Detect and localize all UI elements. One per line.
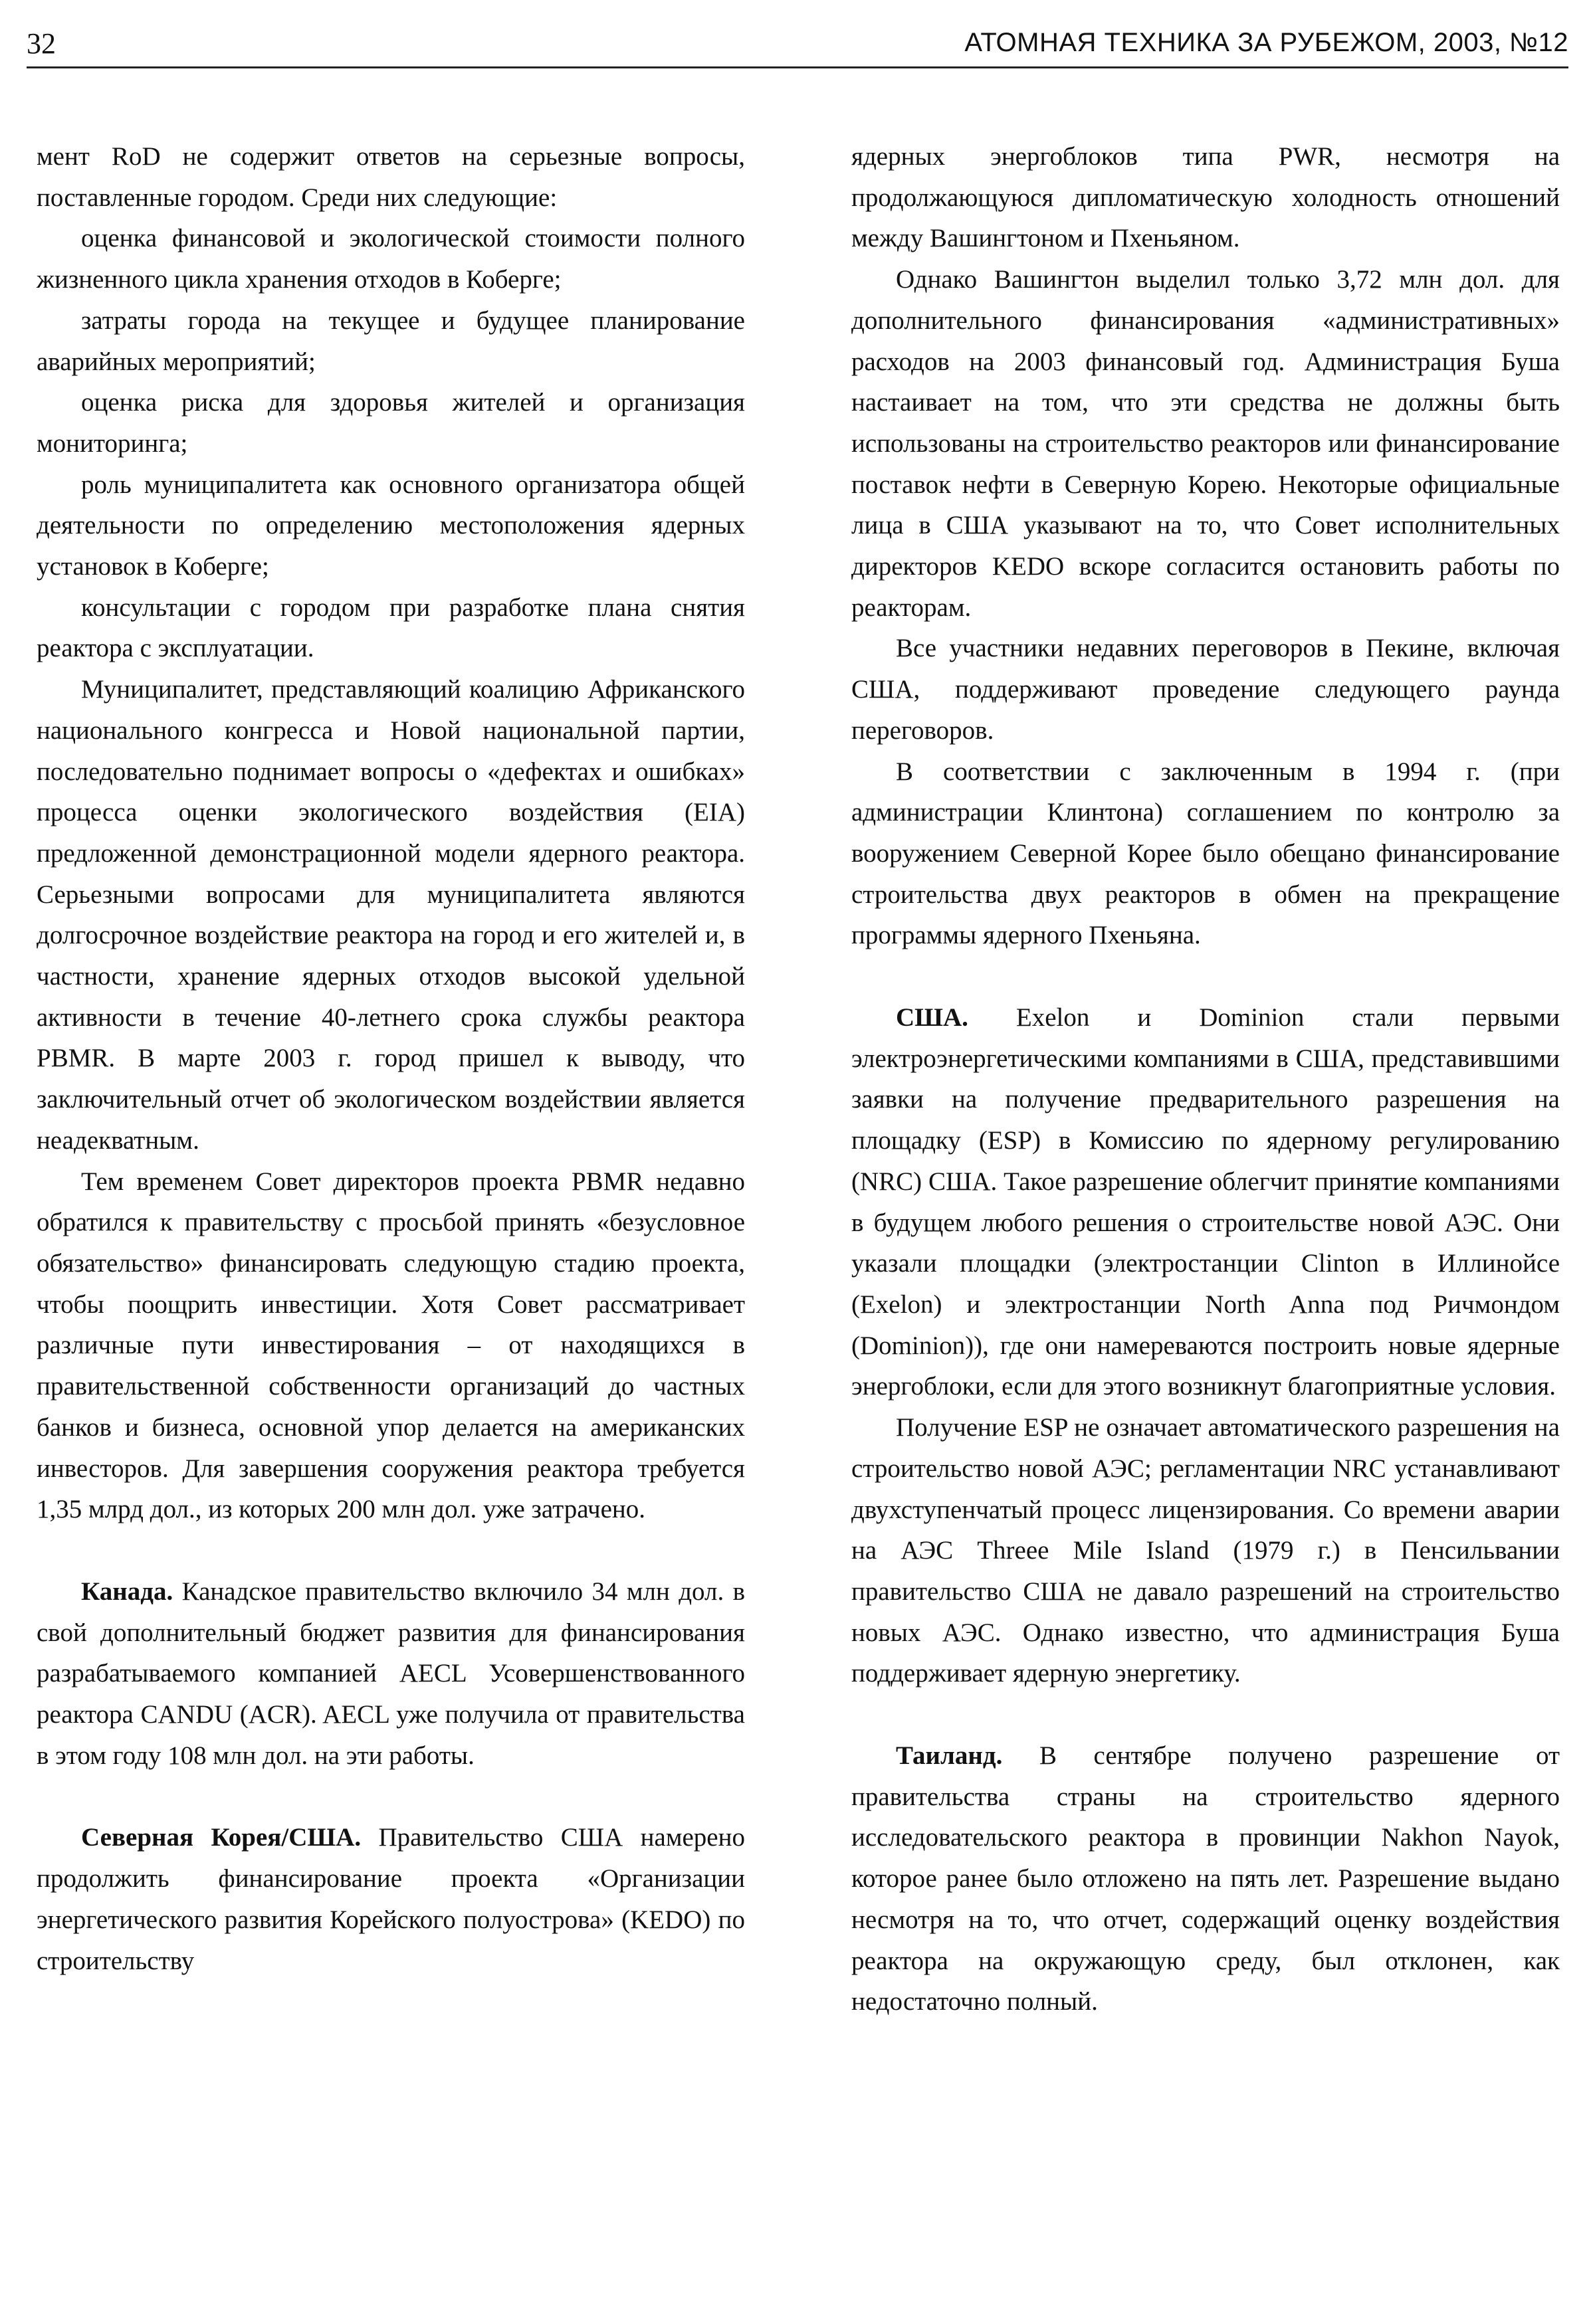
section-text: Правительство США намерено продолжить финансирование проекта «Организации энергетического развития Корейского полуострова» (KEDO) по строительству (37, 1823, 745, 1975)
journal-title: АТОМНАЯ ТЕХНИКА ЗА РУБЕЖОМ, 2003, №12 (964, 28, 1568, 57)
paragraph: ядерных энергоблоков типа PWR, несмотря на продолжающуюся дипломатическую холодность отношений между Вашингтоном и Пхеньяном. (851, 142, 1560, 253)
left-column (37, 136, 745, 1981)
section-heading: Таиланд. (896, 1741, 1003, 1771)
section-gap (37, 1530, 745, 1571)
paragraph: оценка финансовой и экологической стоимости полного жизненного цикла хранения отходов в Коберге; (37, 224, 745, 294)
paragraph: Получение ESP не означает автоматического разрешения на строительство новой АЭС; регламентации NRC устанавливают двухступенчатый процесс лицензирования. Со времени аварии на АЭС Threee Mile Island (1979 г.) в Пенсильвании правительство США не давало разрешений на строительство новых АЭС. Однако известно, что администрация Буша поддерживает ядерную энергетику. (851, 1413, 1560, 1688)
section-gap (851, 1694, 1560, 1735)
section-north-korea (37, 1817, 745, 1981)
section-gap (37, 1776, 745, 1817)
section-gap (851, 956, 1560, 997)
paragraph: Муниципалитет, представляющий коалицию Африканского национального конгресса и Новой национальной партии, последовательно поднимает вопросы о «дефектах и ошибках» процесса оценки экологического воздействия (EIA) предложенной демонстрационной модели ядерного реактора. Серьезными вопросами для муниципалитета являются долгосрочное воздействие реактора на город и его жителей и, в частности, хранение ядерных отходов высокой удельной активности в течение 40-летнего срока службы реактора PBMR. В марте 2003 г. город пришел к выводу, что заключительный отчет об экологическом воздействии является неадекватным. (37, 675, 745, 1155)
paragraph: оценка риска для здоровья жителей и организация мониторинга; (37, 388, 745, 458)
section-text: Exelon и Dominion стали первыми электроэнергетическими компаниями в США, представившими заявки на получение предварительного разрешения на площадку (ESP) в Комиссию по ядерному регулированию (NRC) США. Такое разрешение облегчит принятие компаниями в будущем любого решения о строительстве новой АЭС. Они указали площадки (электростанции Clinton в Иллинойсе (Exelon) и электростанции North Anna под Ричмондом (Dominion)), где они намереваются построить новые ядерные энергоблоки, если для этого возникнут благоприятные условия. (851, 1003, 1560, 1401)
paragraph: мент RoD не содержит ответов на серьезные вопросы, поставленные городом. Среди них следующие: (37, 142, 745, 212)
section-thailand (851, 1735, 1560, 2022)
section-canada (37, 1571, 745, 1777)
paragraph: Все участники недавних переговоров в Пекине, включая США, поддерживают проведение следующего раунда переговоров. (851, 634, 1560, 745)
paragraph: В соответствии с заключенным в 1994 г. (при администрации Клинтона) соглашением по контролю за вооружением Северной Корее было обещано финансирование строительства двух реакторов в обмен на прекращение программы ядерного Пхеньяна. (851, 757, 1560, 950)
paragraph: Однако Вашингтон выделил только 3,72 млн дол. для дополнительного финансирования «административных» расходов на 2003 финансовый год. Администрация Буша настаивает на том, что эти средства не должны быть использованы на строительство реакторов или финансирование поставок нефти в Северную Корею. Некоторые официальные лица в США указывают на то, что Совет исполнительных директоров KEDO вскоре согласится остановить работы по реакторам. (851, 265, 1560, 622)
paragraph: затраты города на текущее и будущее планирование аварийных мероприятий; (37, 306, 745, 376)
paragraph: роль муниципалитета как основного организатора общей деятельности по определению местоположения ядерных установок в Коберге; (37, 470, 745, 581)
section-text: Канадское правительство включило 34 млн дол. в свой дополнительный бюджет развития для финансирования разрабатываемого компанией AECL Усовершенствованного реактора CANDU (ACR). AECL уже получила от правительства в этом году 108 млн дол. на эти работы. (37, 1577, 745, 1770)
section-heading: Канада. (81, 1577, 173, 1606)
page-number: 32 (27, 27, 56, 60)
paragraph: консультации с городом при разработке плана снятия реактора с эксплуатации. (37, 593, 745, 663)
section-heading: Северная Корея/США. (81, 1823, 362, 1852)
section-usa (851, 997, 1560, 1407)
section-text: В сентябре получено разрешение от правительства страны на строительство ядерного исследовательского реактора в провинции Nakhon Nayok, которое ранее было отложено на пять лет. Разрешение выдано несмотря на то, что отчет, содержащий оценку воздействия реактора на окружающую среду, был отклонен, как недостаточно полный. (851, 1741, 1560, 2016)
section-heading: США. (896, 1003, 968, 1032)
right-column (851, 136, 1560, 2022)
page-header (27, 24, 1568, 68)
paragraph: Тем временем Совет директоров проекта PBMR недавно обратился к правительству с просьбой принять «безусловное обязательство» финансировать следующую стадию проекта, чтобы поощрить инвестиции. Хотя Совет рассматривает различные пути инвестирования – от находящихся в правительственной собственности организаций до частных банков и бизнеса, основной упор делается на американских инвесторов. Для завершения сооружения реактора требуется 1,35 млрд дол., из которых 200 млн дол. уже затрачено. (37, 1167, 745, 1524)
